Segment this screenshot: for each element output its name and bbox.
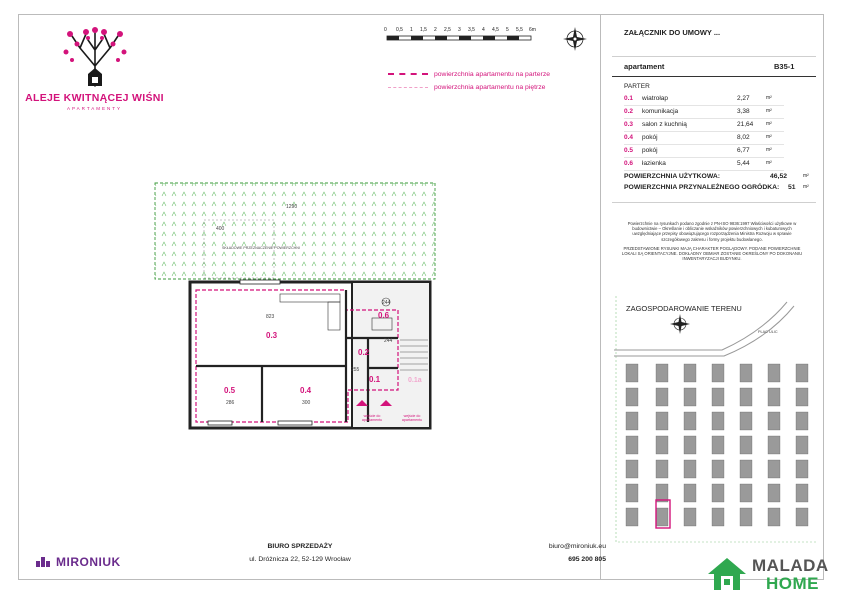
site-building-block — [740, 508, 752, 526]
scale-tick: 3,5 — [468, 27, 475, 33]
garden-width-label: 1290 — [286, 204, 298, 210]
usable-area-label: POWIERZCHNIA UŻYTKOWA: — [624, 173, 721, 180]
note-line: LOKALI SĄ ORIENTACYJNE. DOKŁADNY OBMIAR ZOSTANIE OKREŚLONY PO DOKONANIU — [621, 251, 803, 257]
site-plan — [612, 292, 822, 548]
room-label-0-4: 0.4 — [300, 386, 312, 395]
company-logo-icon — [36, 557, 50, 567]
header-rule — [612, 56, 816, 57]
scale-tick: 5 — [506, 27, 509, 33]
scale-tick: 3 — [458, 27, 461, 33]
scale-tick: 4 — [482, 27, 485, 33]
site-building-block — [656, 364, 668, 382]
site-building-block — [684, 388, 696, 406]
scale-tick: 5,5 — [516, 27, 523, 33]
header-rule-strong — [612, 76, 816, 77]
site-building-block — [740, 436, 752, 454]
site-plan-title: ZAGOSPODAROWANIE TERENU — [626, 304, 742, 313]
site-building-block — [626, 436, 638, 454]
site-building-block — [796, 484, 808, 502]
site-building-block — [740, 364, 752, 382]
site-building-block — [796, 436, 808, 454]
room-row: 0.3 salon z kuchnią 21,64 m² — [624, 119, 784, 132]
legend-ground-label: powierzchnia apartamentu na parterze — [434, 71, 550, 78]
site-building-block — [768, 460, 780, 478]
garden-area-unit: m² — [803, 184, 809, 190]
brand-subtitle: APARTAMENTY — [66, 106, 122, 111]
site-building-block — [712, 436, 724, 454]
site-building-block — [712, 364, 724, 382]
room-dim-0-6: 244 — [382, 300, 391, 306]
site-building-block — [656, 412, 668, 430]
site-building-block — [626, 508, 638, 526]
legend-ground — [388, 71, 550, 78]
note-line: budownictwie – Określanie i obliczanie wskaźników powierzchniowych i kubaturowych — [632, 226, 792, 232]
site-building-block — [626, 460, 638, 478]
site-building-block — [712, 484, 724, 502]
site-building-block — [626, 484, 638, 502]
totals-rule — [612, 202, 816, 203]
site-building-block — [796, 460, 808, 478]
room-label-0-3: 0.3 — [266, 331, 278, 340]
site-building-block — [740, 460, 752, 478]
room-dim-0-5: 286 — [226, 400, 235, 406]
site-building-block — [656, 460, 668, 478]
apartment-code: B35-1 — [774, 62, 795, 71]
floor-plan — [150, 178, 440, 436]
note-line: Powierzchnie na rysunkach podano zgodnie z PN-ISO 9836:1997 Właściwości użytkowe w — [627, 221, 797, 226]
garden-area-label: POWIERZCHNIA PRZYNALEŻNEGO OGRÓDKA: — [624, 184, 780, 191]
watermark-line1: MALADA — [752, 556, 829, 575]
scale-tick: 2 — [434, 27, 437, 33]
site-building-block — [796, 412, 808, 430]
email-link[interactable]: biuro@mironiuk.eu — [548, 543, 606, 550]
site-building-block — [656, 484, 668, 502]
site-building-block — [768, 388, 780, 406]
site-building-block — [656, 388, 668, 406]
site-building-block — [740, 484, 752, 502]
site-building-block — [712, 388, 724, 406]
street-label: PLAC ULIC — [758, 330, 778, 334]
entry-note-left: wejście do apartamentu — [361, 414, 383, 422]
site-building-block — [684, 364, 696, 382]
brand-title: ALEJE KWITNĄCEJ WIŚNI — [25, 92, 164, 104]
site-building-block — [796, 364, 808, 382]
legend-ground-swatch — [388, 73, 428, 75]
site-building-block — [768, 364, 780, 382]
room-row: 0.1 wiatrołap 2,27 m² — [624, 93, 784, 106]
scale-tick: 1 — [410, 27, 413, 33]
note-line: szczegółowego zakresu i formy projektu budowlanego. — [661, 236, 763, 242]
site-building-block — [768, 436, 780, 454]
room-label-0-5: 0.5 — [224, 386, 236, 395]
room-dim-0-1: 255 — [351, 367, 360, 373]
site-building-block — [656, 508, 668, 526]
garden-area — [155, 183, 435, 279]
usable-area-value: 46,52 — [770, 173, 788, 180]
room-dim-0-3: 823 — [266, 314, 275, 320]
scale-tick: 4,5 — [492, 27, 499, 33]
cherry-tree-logo — [60, 26, 130, 88]
site-building-block — [626, 364, 638, 382]
terrace-label: SKŁADOWE PRZEZNACZENIE POWIERZCHNI — [222, 246, 300, 250]
company-logo — [56, 555, 121, 569]
office-title: BIURO SPRZEDAŻY — [267, 543, 333, 550]
site-building-block — [740, 388, 752, 406]
room-label-0-6: 0.6 — [378, 311, 390, 320]
site-building-block — [656, 436, 668, 454]
column-divider — [600, 14, 601, 580]
site-building-block — [684, 436, 696, 454]
entry-note-right: wejście do apartamentu — [401, 414, 423, 422]
site-building-block — [768, 508, 780, 526]
apartment-label: apartament — [624, 62, 665, 71]
room-dim-0-4: 300 — [302, 400, 311, 406]
scale-tick: 2,5 — [444, 27, 451, 33]
site-building-block — [626, 412, 638, 430]
site-building-block — [684, 508, 696, 526]
site-building-block — [712, 460, 724, 478]
office-address: ul. Dróżnicza 22, 52-129 Wrocław — [249, 556, 351, 563]
room-row: 0.6 łazienka 5,44 m² — [624, 158, 784, 171]
legend-upper-label: powierzchnia apartamentu na piętrze — [434, 84, 546, 91]
site-building-block — [712, 412, 724, 430]
house-logo-icon — [706, 556, 748, 592]
site-building-block — [796, 508, 808, 526]
scale-tick: 6m — [529, 27, 536, 33]
usable-area-unit: m² — [803, 173, 809, 179]
room-dim-0-2: 244 — [384, 338, 393, 344]
room-table — [624, 93, 784, 171]
room-row: 0.2 komunikacja 3,38 m² — [624, 106, 784, 119]
garden-area-value: 51 — [788, 184, 796, 191]
site-building-block — [768, 412, 780, 430]
garden-depth-label: 400 — [216, 226, 225, 232]
room-label-0-1: 0.1 — [369, 375, 381, 384]
room-row: 0.5 pokój 6,77 m² — [624, 145, 784, 158]
watermark-line2: HOME — [766, 574, 819, 593]
legend-upper-swatch — [388, 87, 428, 88]
site-building-block — [796, 388, 808, 406]
site-building-block — [626, 388, 638, 406]
room-label-0-1a: 0.1a — [408, 377, 422, 384]
note-line: uwzględniające przepisy obowiązującego rozporządzenia Ministra Rozwoju w sprawie — [632, 231, 792, 237]
site-building-block — [740, 412, 752, 430]
note-line: PRZEDSTAWIONE RYSUNKI MAJĄ CHARAKTER POGLĄDOWY. PODANE POWIERZCHNIE — [623, 245, 801, 251]
phone-link[interactable]: 695 200 805 — [568, 556, 606, 563]
scale-tick: 1,5 — [420, 27, 427, 33]
site-building-block — [684, 460, 696, 478]
attachment-title: ZAŁĄCZNIK DO UMOWY ... — [624, 28, 721, 37]
north-arrow-icon — [562, 26, 588, 52]
scale-tick: 0 — [384, 27, 387, 33]
room-label-0-2: 0.2 — [358, 348, 370, 357]
site-building-block — [684, 412, 696, 430]
note-line: INWENTARYZACJI BUDYNKU. — [682, 256, 742, 262]
room-row: 0.4 pokój 8,02 m² — [624, 132, 784, 145]
site-building-block — [712, 508, 724, 526]
legal-notes — [612, 221, 812, 261]
scale-tick: 0,5 — [396, 27, 403, 33]
site-building-block — [768, 484, 780, 502]
company-name: MIRONIUK — [56, 555, 121, 569]
legend-upper — [388, 84, 545, 91]
floor-label: PARTER — [624, 83, 650, 90]
site-building-block — [684, 484, 696, 502]
